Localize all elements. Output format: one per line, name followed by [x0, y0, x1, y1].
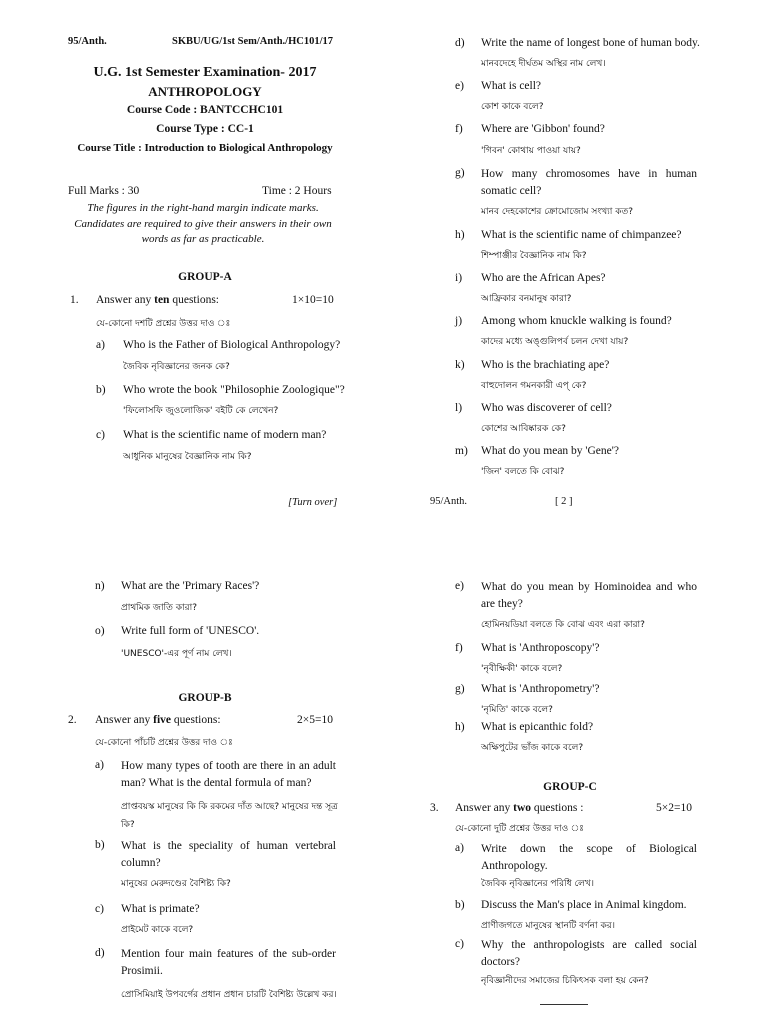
- q2e-label: e): [455, 580, 464, 592]
- q2a-label: a): [95, 759, 104, 771]
- q2-number: 2.: [68, 714, 77, 726]
- footer-code: 95/Anth.: [430, 496, 468, 507]
- q1b-label: b): [96, 384, 106, 396]
- q1i-label: i): [455, 272, 463, 284]
- q1a-text-bn: জৈবিক নৃবিজ্ঞানের জনক কে?: [123, 362, 230, 372]
- q2-instruction-bn: যে-কোনো পাঁচটি প্রশ্নের উত্তর দাও ঃ: [95, 738, 233, 748]
- q1e-label: e): [455, 80, 464, 92]
- q1l-text: Who was discoverer of cell?: [481, 402, 612, 414]
- q3a-label: a): [455, 842, 464, 854]
- q1-instruction: Answer any ten questions:: [96, 294, 219, 306]
- q1j-text-bn: কাদের মধ্যে অঙ্গুলিপর্ব চলন দেখা যায়?: [481, 337, 629, 347]
- q1o-label: o): [95, 625, 105, 637]
- q1k-text-bn: বাহুদোলন গমনকারী এপ্‌ কে?: [481, 381, 587, 391]
- q2c-text-bn: প্রাইমেট কাকে বলে?: [121, 925, 194, 935]
- full-marks: Full Marks : 30: [68, 185, 140, 197]
- q2c-text: What is primate?: [121, 903, 200, 915]
- q1n-text: What are the 'Primary Races'?: [121, 580, 260, 592]
- q3-number: 3.: [430, 802, 439, 814]
- q1k-label: k): [455, 359, 465, 371]
- instructions: The figures in the right-hand margin indicate marks. Candidates are required to give their answers in their own words as far as practicable.: [74, 202, 332, 245]
- q1f-text: Where are 'Gibbon' found?: [481, 123, 605, 135]
- course-title: Course Title : Introduction to Biological Anthropology: [77, 142, 333, 154]
- q3b-text: Discuss the Man's place in Animal kingdom.: [481, 899, 687, 911]
- q3c-label: c): [455, 938, 464, 950]
- q1m-text-bn: 'জিন' বলতে কি বোঝ?: [481, 467, 565, 477]
- q1m-label: m): [455, 445, 468, 457]
- q1i-text-bn: আফ্রিকার বনমানুষ কারা?: [481, 294, 572, 304]
- turn-over: [Turn over]: [288, 497, 338, 508]
- q2f-text: What is 'Anthroposcopy'?: [481, 642, 600, 654]
- q1b-text: Who wrote the book "Philosophie Zoologique"?: [123, 384, 345, 396]
- q2c-label: c): [95, 903, 104, 915]
- group-a-heading: GROUP-A: [178, 271, 232, 283]
- q3c-text: Why the anthropologists are called social doctors?: [481, 939, 697, 968]
- q1h-text: What is the scientific name of chimpanzee?: [481, 229, 682, 241]
- q2b-text: What is the speciality of human vertebral column?: [121, 840, 336, 869]
- end-rule: [540, 1004, 588, 1005]
- q1a-label: a): [96, 339, 105, 351]
- q1a-text: Who is the Father of Biological Anthropology?: [123, 339, 341, 351]
- q1k-text: Who is the brachiating ape?: [481, 359, 610, 371]
- q2f-text-bn: 'নৃবীক্ষিকী' কাকে বলে?: [481, 664, 563, 674]
- q1o-text-bn: 'UNESCO'-এর পূর্ণ নাম লেখ।: [121, 649, 232, 659]
- q2b-text-bn: মানুষের মেরুদণ্ডের বৈশিষ্ট্য কি?: [121, 879, 231, 889]
- group-b-heading: GROUP-B: [178, 692, 232, 704]
- q1-number: 1.: [70, 294, 79, 306]
- q3-marks: 5×2=10: [656, 802, 692, 814]
- q1e-text: What is cell?: [481, 80, 542, 92]
- q1-marks: 1×10=10: [292, 294, 334, 306]
- q1n-text-bn: প্রাথমিক জাতি কারা?: [121, 603, 197, 613]
- q2d-text: Mention four main features of the sub-order Prosimii.: [121, 948, 336, 977]
- q2g-text-bn: 'নৃমিতি' কাকে বলে?: [481, 705, 553, 715]
- q2h-label: h): [455, 721, 465, 733]
- q1m-text: What do you mean by 'Gene'?: [481, 445, 619, 457]
- q2b-label: b): [95, 839, 105, 851]
- q2a-text-bn: প্রাপ্তবয়স্ক মানুষের কি কি রকমের দাঁত আছে? মানুষের দন্ত সূত্র কি?: [121, 802, 338, 830]
- exam-title: U.G. 1st Semester Examination- 2017: [93, 65, 317, 80]
- q1c-label: c): [96, 429, 105, 441]
- q1l-text-bn: কোশের আবিষ্কারক কে?: [481, 424, 566, 434]
- q3b-label: b): [455, 899, 465, 911]
- q1e-text-bn: কোশ কাকে বলে?: [481, 102, 544, 112]
- group-c-heading: GROUP-C: [543, 781, 597, 793]
- header-left: 95/Anth.: [68, 36, 107, 47]
- q1c-text-bn: আধুনিক মানুষের বৈজ্ঞানিক নাম কি?: [123, 452, 252, 462]
- q1c-text: What is the scientific name of modern man?: [123, 429, 327, 441]
- course-type: Course Type : CC-1: [156, 123, 254, 135]
- header-right: SKBU/UG/1st Sem/Anth./HC101/17: [172, 36, 334, 47]
- q2a-text: How many types of tooth are there in an adult man? What is the dental formula of man?: [121, 760, 336, 789]
- q1f-label: f): [455, 123, 463, 135]
- q1d-text: Write the name of longest bone of human body.: [481, 37, 700, 49]
- q1l-label: l): [455, 402, 463, 414]
- time-allowed: Time : 2 Hours: [262, 185, 332, 197]
- q2d-text-bn: প্রোসিমিয়াই উপবর্গের প্রধান প্রধান চারটি বৈশিষ্ট্য উল্লেখ কর।: [121, 990, 337, 1000]
- q2h-text: What is epicanthic fold?: [481, 721, 594, 733]
- q3-instruction-bn: যে-কোনো দুটি প্রশ্নের উত্তর দাও ঃ: [455, 824, 584, 834]
- q3a-text: Write down the scope of Biological Anthropology.: [481, 843, 697, 872]
- q1d-text-bn: মানবদেহে দীর্ঘতম অস্থির নাম লেখ।: [481, 59, 606, 69]
- q3c-text-bn: নৃবিজ্ঞানীদের সমাজের চিকিৎসক বলা হয় কেন?: [481, 976, 649, 986]
- q1o-text: Write full form of 'UNESCO'.: [121, 625, 260, 637]
- q3a-text-bn: জৈবিক নৃবিজ্ঞানের পরিধি লেখ।: [481, 879, 595, 889]
- q1j-label: j): [455, 315, 463, 327]
- q2g-label: g): [455, 683, 465, 695]
- q1n-label: n): [95, 580, 105, 592]
- q1g-text: How many chromosomes have in human somatic cell?: [481, 168, 697, 197]
- q2e-text: What do you mean by Hominoidea and who are they?: [481, 581, 697, 610]
- q1d-label: d): [455, 37, 465, 49]
- q3b-text-bn: প্রাণীজগতে মানুষের স্থানটি বর্ণনা কর।: [481, 921, 615, 931]
- q1h-text-bn: শিম্পাঞ্জীর বৈজ্ঞানিক নাম কি?: [481, 251, 587, 261]
- q2e-text-bn: হোমিনয়ডিয়া বলতে কি বোঝ এবং এরা কারা?: [481, 620, 645, 630]
- q1g-label: g): [455, 167, 465, 179]
- q2d-label: d): [95, 947, 105, 959]
- q3-instruction: Answer any two questions :: [455, 802, 584, 814]
- q1-instruction-bn: যে-কোনো দশটি প্রশ্নের উত্তর দাও ঃ: [96, 319, 231, 329]
- q1f-text-bn: 'গিবন' কোথায় পাওয়া যায়?: [481, 146, 581, 156]
- q2-instruction: Answer any five questions:: [95, 714, 221, 726]
- q2f-label: f): [455, 642, 463, 654]
- q2h-text-bn: অক্ষিপুটের ভাঁজ কাকে বলে?: [481, 743, 584, 753]
- page-number: [ 2 ]: [555, 496, 573, 507]
- q2g-text: What is 'Anthropometry'?: [481, 683, 600, 695]
- subject-title: ANTHROPOLOGY: [148, 84, 262, 99]
- q1j-text: Among whom knuckle walking is found?: [481, 315, 672, 327]
- q1i-text: Who are the African Apes?: [481, 272, 606, 284]
- q1g-text-bn: মানব দেহকোশের ক্রোমোজোম সংখ্যা কত?: [481, 207, 634, 217]
- course-code: Course Code : BANTCCHC101: [126, 104, 284, 116]
- q1h-label: h): [455, 229, 465, 241]
- q2-marks: 2×5=10: [297, 714, 333, 726]
- q1b-text-bn: 'ফিলোসফি জুওলোজিক' বইটি কে লেখেন?: [123, 406, 279, 416]
